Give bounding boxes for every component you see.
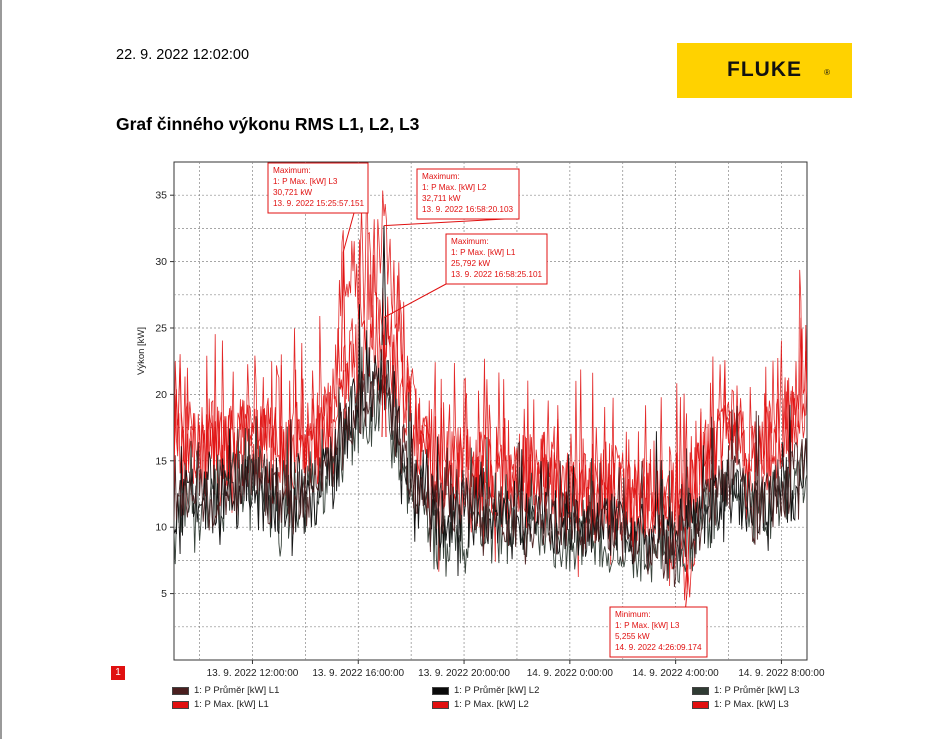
legend-label: 1: P Průměr [kW] L2 bbox=[454, 685, 540, 696]
annotation-text: 13. 9. 2022 16:58:20.103 bbox=[422, 205, 514, 214]
legend-item-avg-l3 bbox=[692, 685, 799, 697]
legend-label: 1: P Průměr [kW] L3 bbox=[714, 685, 800, 696]
annotation-text: 1: P Max. [kW] L2 bbox=[422, 183, 487, 192]
legend-swatch bbox=[432, 701, 449, 709]
annotation-text: 5,255 kW bbox=[615, 632, 650, 641]
annotation-text: Minimum: bbox=[615, 610, 651, 619]
y-tick-label: 15 bbox=[155, 455, 167, 468]
annotation-text: Maximum: bbox=[451, 237, 489, 246]
y-tick-label: 30 bbox=[155, 256, 167, 269]
annotation-text: 32,711 kW bbox=[422, 194, 461, 203]
y-tick-label: 10 bbox=[155, 521, 167, 534]
logo-text: FLUKE bbox=[727, 58, 802, 81]
legend-label: 1: P Max. [kW] L3 bbox=[714, 699, 789, 710]
legend-label: 1: P Max. [kW] L1 bbox=[194, 699, 269, 710]
annotation-text: 13. 9. 2022 15:25:57.151 bbox=[273, 199, 365, 208]
annotation-text: 30,721 kW bbox=[273, 188, 313, 197]
annotation-text: 1: P Max. [kW] L3 bbox=[615, 621, 680, 630]
x-tick-label: 13. 9. 2022 16:00:00 bbox=[312, 668, 405, 679]
y-tick-label: 20 bbox=[155, 388, 167, 401]
legend-label: 1: P Průměr [kW] L1 bbox=[194, 685, 280, 696]
legend-item-max-l1 bbox=[172, 699, 269, 711]
y-axis-label: Výkon [kW] bbox=[136, 326, 147, 376]
x-tick-label: 13. 9. 2022 20:00:00 bbox=[418, 668, 510, 679]
legend-swatch bbox=[432, 687, 449, 695]
legend-item-max-l2 bbox=[432, 699, 529, 711]
annotation-text: 13. 9. 2022 16:58:25.101 bbox=[451, 270, 543, 279]
x-tick-label: 14. 9. 2022 0:00:00 bbox=[526, 668, 613, 679]
legend-item-avg-l1 bbox=[172, 685, 279, 697]
legend-label: 1: P Max. [kW] L2 bbox=[454, 699, 529, 710]
x-tick-label: 14. 9. 2022 8:00:00 bbox=[738, 668, 825, 679]
legend-item-max-l3 bbox=[692, 699, 789, 711]
chart-badge: 1 bbox=[111, 666, 125, 680]
x-tick-label: 14. 9. 2022 4:00:00 bbox=[632, 668, 719, 679]
registered-mark: ® bbox=[824, 68, 830, 77]
y-tick-label: 35 bbox=[155, 189, 167, 202]
legend-swatch bbox=[692, 701, 709, 709]
legend-item-avg-l2 bbox=[432, 685, 539, 697]
y-tick-label: 5 bbox=[161, 588, 167, 601]
annotation-text: 14. 9. 2022 4:26:09.174 bbox=[615, 643, 702, 652]
report-date: 22. 9. 2022 12:02:00 bbox=[116, 47, 250, 63]
y-tick-label: 25 bbox=[155, 322, 167, 335]
annotation-text: Maximum: bbox=[273, 166, 311, 175]
annotation-text: 1: P Max. [kW] L3 bbox=[273, 177, 338, 186]
annotation-text: 1: P Max. [kW] L1 bbox=[451, 248, 516, 257]
x-tick-label: 13. 9. 2022 12:00:00 bbox=[206, 668, 299, 679]
legend-swatch bbox=[172, 701, 189, 709]
annotation-text: 25,792 kW bbox=[451, 259, 491, 268]
legend-swatch bbox=[692, 687, 709, 695]
annotation-text: Maximum: bbox=[422, 172, 460, 181]
report-title: Graf činného výkonu RMS L1, L2, L3 bbox=[116, 114, 420, 134]
legend-swatch bbox=[172, 687, 189, 695]
